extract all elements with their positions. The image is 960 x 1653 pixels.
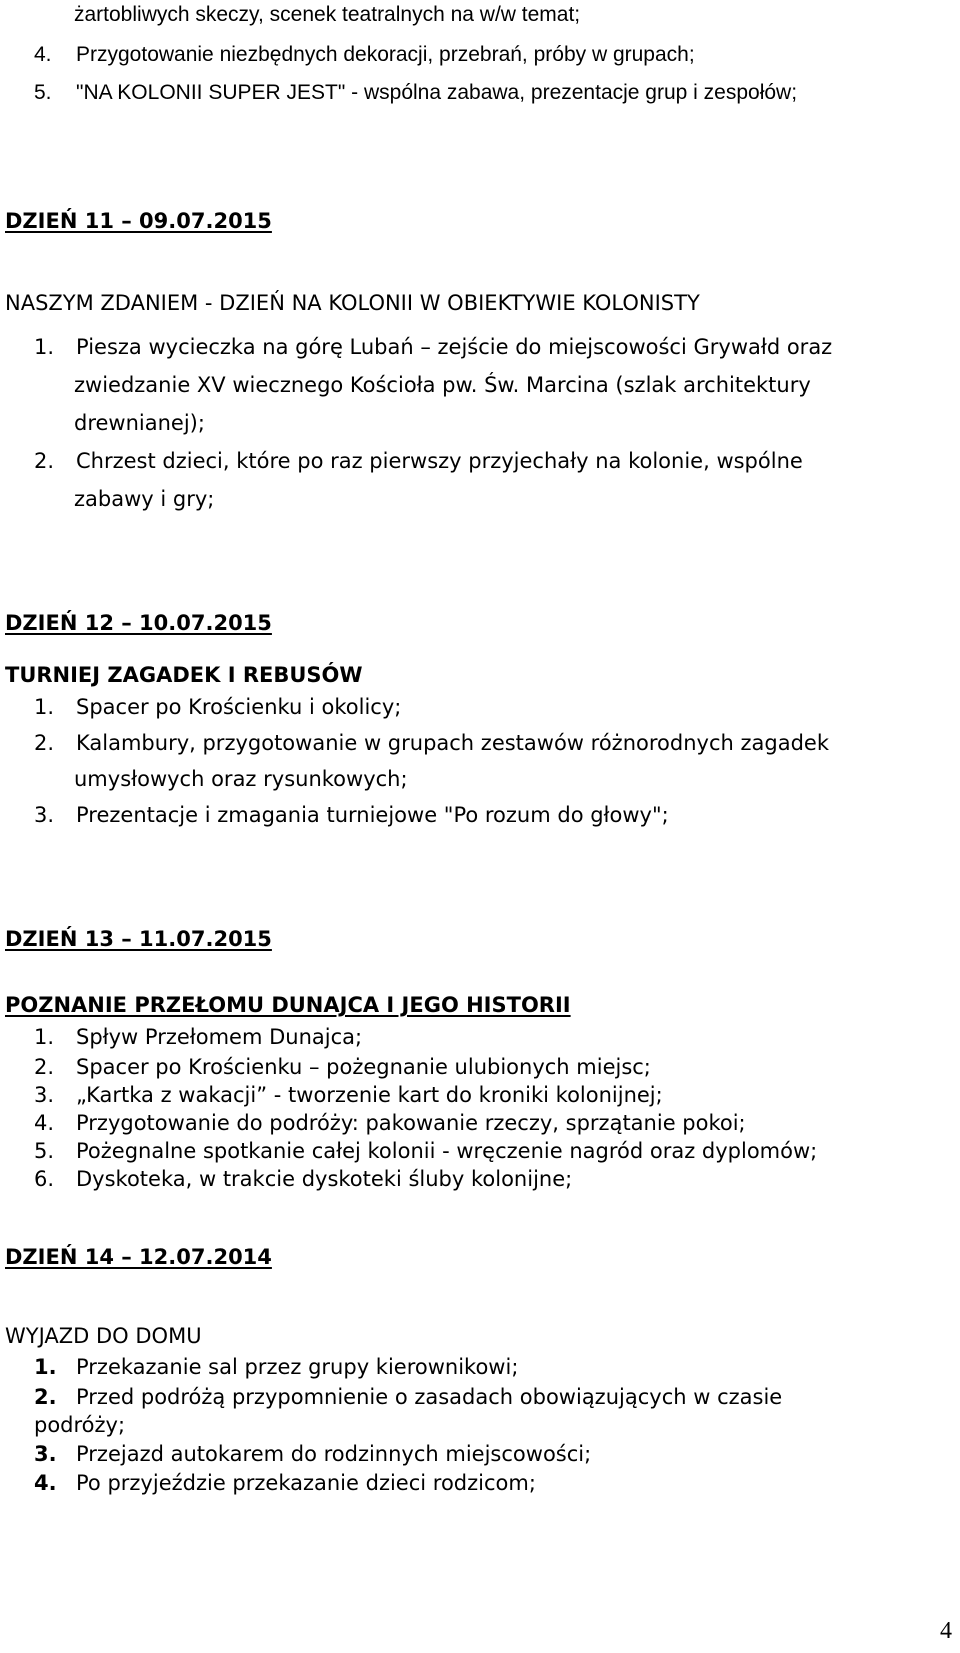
item-text: Piesza wycieczka na górę Lubań – zejście do miejscowości Grywałd oraz [76,335,833,359]
item-number: 2. [34,449,55,473]
item-number: 3. [34,803,55,827]
list-item [34,730,829,756]
item-text: Spacer po Krościenku – pożegnanie ulubionych miejsc; [76,1055,651,1079]
day-13-title: POZNANIE PRZEŁOMU DUNAJCA I JEGO HISTORII [5,993,571,1017]
item-text: Po przyjeździe przekazanie dzieci rodzicom; [76,1471,536,1495]
item-text: Przejazd autokarem do rodzinnych miejscowości; [76,1442,592,1466]
list-item [34,802,669,828]
item-text: "NA KOLONII SUPER JEST" - wspólna zabawa, prezentacje grup i zespołów; [76,81,798,104]
list-item [34,1054,651,1080]
list-item [34,334,832,360]
list-item-continued: umysłowych oraz rysunkowych; [74,767,408,791]
list-item [34,1082,663,1108]
page-number: 4 [940,1618,952,1644]
list-item-continued: drewnianej); [74,411,205,435]
item-text: Przygotowanie do podróży: pakowanie rzeczy, sprzątanie pokoi; [76,1111,746,1135]
item-number: 5. [34,81,52,104]
list-item [34,1384,782,1410]
item-text: Spływ Przełomem Dunajca; [76,1025,363,1049]
list-item [34,694,401,720]
list-item-continued: zwiedzanie XV wiecznego Kościoła pw. Św. Marcina (szlak architektury [74,373,811,397]
list-item [34,1354,518,1380]
item-number: 2. [34,731,55,755]
list-item [34,1166,572,1192]
item-text: Prezentacje i zmagania turniejowe "Po rozum do głowy"; [76,803,669,827]
list-item [34,1110,746,1136]
item-number: 2. [34,1055,55,1079]
item-text: Przed podróżą przypomnienie o zasadach obowiązujących w czasie [76,1385,783,1409]
item-number: 1. [34,695,55,719]
continued-line: żartobliwych skeczy, scenek teatralnych na w/w temat; [74,3,581,26]
day-14-heading: DZIEŃ 14 – 12.07.2014 [5,1245,272,1269]
list-item [34,42,695,68]
day-12-title: TURNIEJ ZAGADEK I REBUSÓW [5,663,363,687]
item-number: 5. [34,1139,55,1163]
item-number: 4. [34,43,52,66]
item-text: Przekazanie sal przez grupy kierownikowi; [76,1355,519,1379]
item-number: 3. [34,1442,57,1466]
item-number: 1. [34,1355,57,1379]
list-item [34,1138,817,1164]
list-item [34,1470,536,1496]
day-14-title: WYJAZD DO DOMU [5,1324,202,1348]
item-number: 1. [34,335,55,359]
list-item [34,80,797,106]
item-text: Spacer po Krościenku i okolicy; [76,695,402,719]
item-text: Dyskoteka, w trakcie dyskoteki śluby kolonijne; [76,1167,573,1191]
item-text: Pożegnalne spotkanie całej kolonii - wręczenie nagród oraz dyplomów; [76,1139,818,1163]
day-13-heading: DZIEŃ 13 – 11.07.2015 [5,927,272,951]
day-11-heading: DZIEŃ 11 – 09.07.2015 [5,209,272,233]
item-text: „Kartka z wakacji” - tworzenie kart do kroniki kolonijnej; [76,1083,663,1107]
item-number: 2. [34,1385,57,1409]
item-text: Przygotowanie niezbędnych dekoracji, przebrań, próby w grupach; [76,43,695,66]
item-number: 4. [34,1111,55,1135]
item-number: 3. [34,1083,55,1107]
list-item [34,448,803,474]
day-12-heading: DZIEŃ 12 – 10.07.2015 [5,611,272,635]
item-number: 4. [34,1471,57,1495]
day-11-title: NASZYM ZDANIEM - DZIEŃ NA KOLONII W OBIEKTYWIE KOLONISTY [5,291,700,315]
list-item [34,1441,591,1467]
item-number: 1. [34,1025,55,1049]
item-number: 6. [34,1167,55,1191]
list-item [34,1024,362,1050]
item-text: Kalambury, przygotowanie w grupach zestawów różnorodnych zagadek [76,731,829,755]
list-item-continued: zabawy i gry; [74,487,215,511]
item-text: Chrzest dzieci, które po raz pierwszy przyjechały na kolonie, wspólne [76,449,803,473]
list-item-continued: podróży; [34,1413,126,1437]
